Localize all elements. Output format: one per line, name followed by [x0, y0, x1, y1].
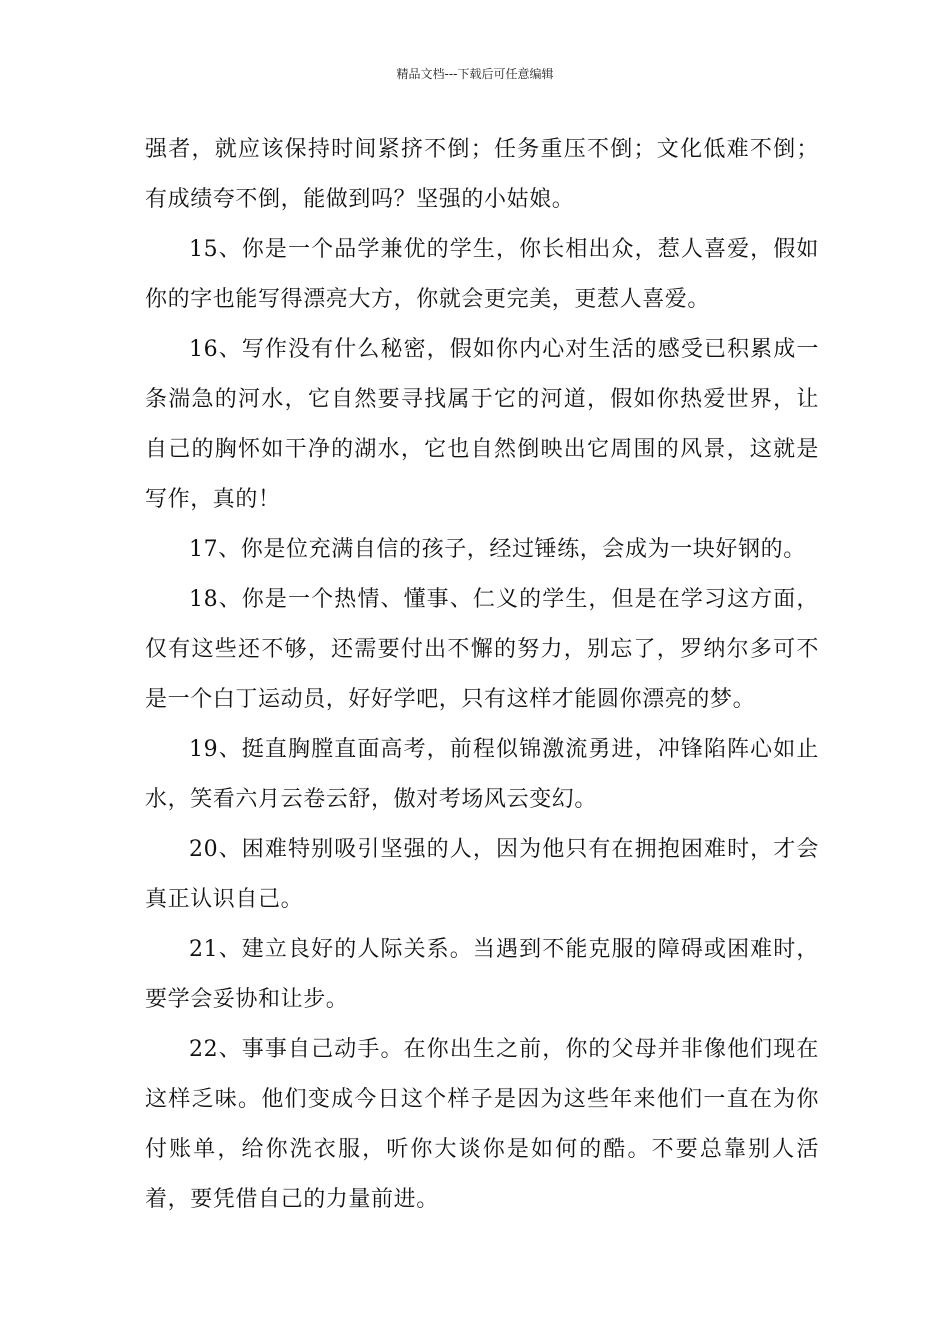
paragraph-continuation: 强者，就应该保持时间紧挤不倒；任务重压不倒；文化低难不倒；有成绩夸不倒，能做到吗？坚强的小姑娘。: [145, 137, 819, 212]
paragraph-19: 19、挺直胸膛直面高考，前程似锦激流勇进，冲锋陷阵心如止水，笑看六月云卷云舒，傲对考场风云变幻。: [145, 737, 819, 812]
paragraph-16: 16、写作没有什么秘密，假如你内心对生活的感受已积累成一条湍急的河水，它自然要寻找属于它的河道，假如你热爱世界，让自己的胸怀如干净的湖水，它也自然倒映出它周围的风景，这就是写作，真的！: [145, 337, 819, 512]
document-body: [145, 125, 819, 1225]
paragraph-21: 21、建立良好的人际关系。当遇到不能克服的障碍或困难时，要学会妥协和让步。: [145, 937, 819, 1012]
paragraph-22: 22、事事自己动手。在你出生之前，你的父母并非像他们现在这样乏味。他们变成今日这个样子是因为这些年来他们一直在为你付账单，给你洗衣服，听你大谈你是如何的酷。不要总靠别人活着，要凭借自己的力量前进。: [145, 1037, 819, 1212]
paragraph-20: 20、困难特别吸引坚强的人，因为他只有在拥抱困难时，才会真正认识自己。: [145, 837, 819, 912]
page-header: 精品文档---下载后可任意编辑: [396, 67, 554, 81]
paragraph-18: 18、你是一个热情、懂事、仁义的学生，但是在学习这方面，仅有这些还不够，还需要付出不懈的努力，别忘了，罗纳尔多可不是一个白丁运动员，好好学吧，只有这样才能圆你漂亮的梦。: [145, 587, 819, 712]
paragraph-17: 17、你是位充满自信的孩子，经过锤练，会成为一块好钢的。: [189, 537, 806, 562]
paragraph-15: 15、你是一个品学兼优的学生，你长相出众，惹人喜爱，假如你的字也能写得漂亮大方，你就会更完美，更惹人喜爱。: [145, 237, 819, 312]
